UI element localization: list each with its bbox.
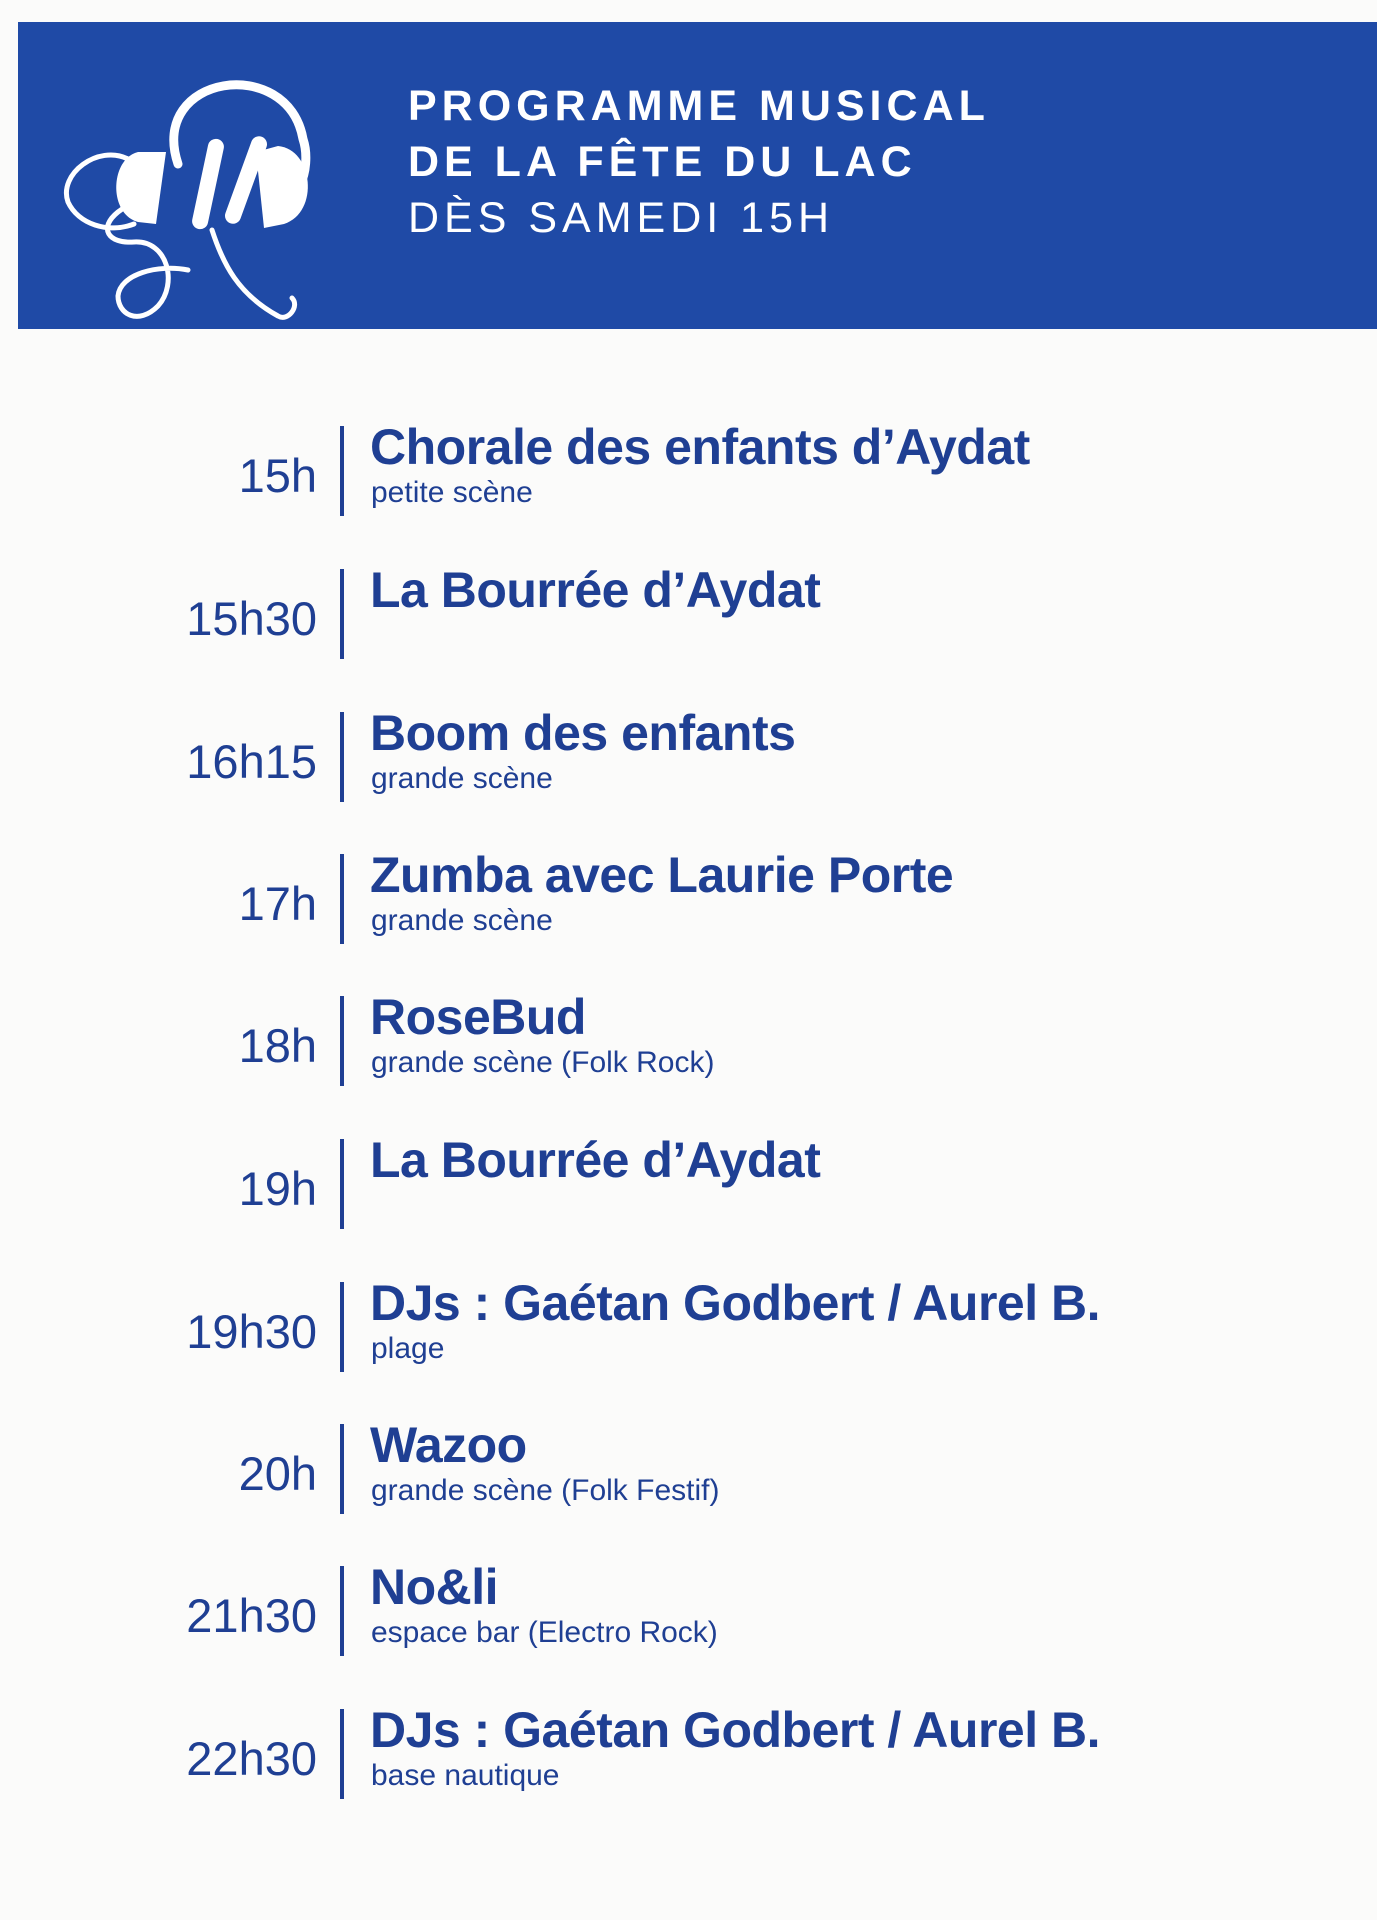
schedule-venue: grande scène — [371, 762, 553, 795]
schedule-time: 20h — [238, 1447, 317, 1500]
divider — [340, 1709, 344, 1799]
schedule-row — [0, 1274, 1377, 1370]
divider — [340, 854, 344, 944]
divider — [340, 426, 344, 516]
schedule-venue: plage — [371, 1332, 445, 1365]
schedule-row — [0, 846, 1377, 942]
schedule-venue: petite scène — [371, 476, 533, 509]
schedule-row — [0, 418, 1377, 514]
divider — [340, 1282, 344, 1372]
banner-title-line2: DE LA FÊTE DU LAC — [408, 138, 917, 186]
schedule-time: 17h — [238, 877, 317, 930]
schedule-time: 19h — [238, 1162, 317, 1215]
schedule-row — [0, 1558, 1377, 1654]
schedule-time: 22h30 — [186, 1732, 317, 1785]
banner-subtitle: DÈS SAMEDI 15H — [408, 194, 835, 242]
schedule-time: 15h — [238, 449, 317, 502]
schedule-row — [0, 988, 1377, 1084]
schedule-time: 18h — [238, 1019, 317, 1072]
schedule-venue: espace bar (Electro Rock) — [371, 1616, 718, 1649]
divider — [340, 712, 344, 802]
schedule-title: Wazoo — [370, 1417, 527, 1473]
divider — [340, 996, 344, 1086]
schedule-title: Chorale des enfants d’Aydat — [370, 419, 1030, 475]
schedule-title: DJs : Gaétan Godbert / Aurel B. — [370, 1275, 1101, 1331]
schedule-time: 19h30 — [186, 1305, 317, 1358]
divider — [340, 1139, 344, 1229]
schedule-title: Zumba avec Laurie Porte — [370, 847, 954, 903]
schedule-title: DJs : Gaétan Godbert / Aurel B. — [370, 1702, 1101, 1758]
schedule-title: No&li — [370, 1559, 499, 1615]
schedule-row — [0, 1701, 1377, 1797]
schedule-row — [0, 561, 1377, 657]
schedule-venue: grande scène — [371, 904, 553, 937]
schedule-row — [0, 704, 1377, 800]
schedule-row — [0, 1131, 1377, 1227]
schedule-time: 16h15 — [186, 735, 317, 788]
schedule-title: RoseBud — [370, 989, 586, 1045]
divider — [340, 569, 344, 659]
divider — [340, 1424, 344, 1514]
divider — [340, 1566, 344, 1656]
headphones-icon — [38, 34, 338, 334]
schedule-title: La Bourrée d’Aydat — [370, 562, 821, 618]
schedule-venue: base nautique — [371, 1759, 560, 1792]
header-banner — [18, 22, 1377, 329]
schedule-venue: grande scène (Folk Rock) — [371, 1046, 715, 1079]
schedule-time: 21h30 — [186, 1589, 317, 1642]
schedule-venue: grande scène (Folk Festif) — [371, 1474, 720, 1507]
schedule-row — [0, 1416, 1377, 1512]
schedule-title: La Bourrée d’Aydat — [370, 1132, 821, 1188]
schedule-title: Boom des enfants — [370, 705, 796, 761]
banner-title-line1: PROGRAMME MUSICAL — [408, 82, 990, 130]
schedule-time: 15h30 — [186, 592, 317, 645]
